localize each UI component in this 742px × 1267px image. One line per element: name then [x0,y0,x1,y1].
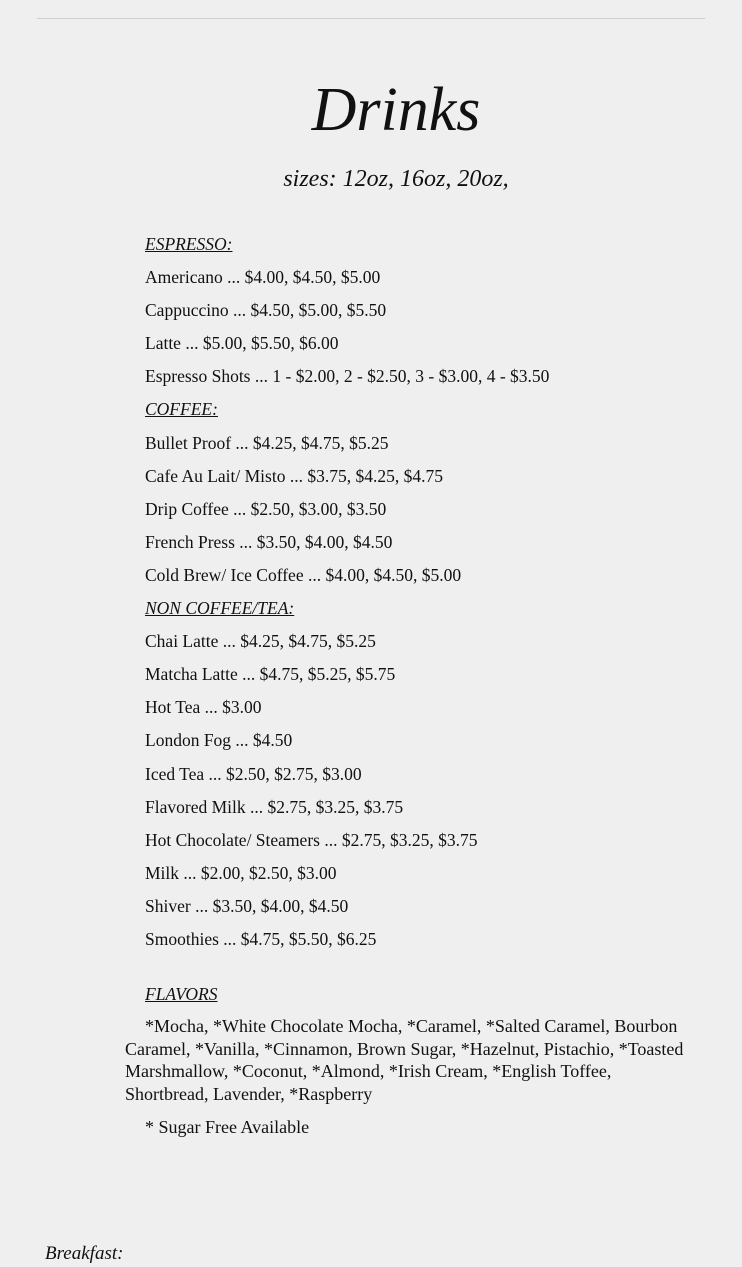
menu-item-hot-chocolate: Hot Chocolate/ Steamers ... $2.75, $3.25, $3.75 [145,829,478,850]
menu-item-hot-tea: Hot Tea ... $3.00 [145,697,262,718]
menu-item-cafe-au-lait: Cafe Au Lait/ Misto ... $3.75, $4.25, $4.75 [145,465,443,486]
breakfast-heading: Breakfast: [45,1243,124,1264]
menu-item-cold-brew: Cold Brew/ Ice Coffee ... $4.00, $4.50, $5.00 [145,564,462,585]
menu-item-iced-tea: Iced Tea ... $2.50, $2.75, $3.00 [145,763,362,784]
menu-item-french-press: French Press ... $3.50, $4.00, $4.50 [145,531,393,552]
menu-item-drip-coffee: Drip Coffee ... $2.50, $3.00, $3.50 [145,498,387,519]
flavors-heading: FLAVORS [145,984,218,1004]
sugar-free-note: * Sugar Free Available [145,1117,310,1137]
menu-item-shiver: Shiver ... $3.50, $4.00, $4.50 [145,895,349,916]
non-coffee-heading: NON COFFEE/TEA: [145,598,295,619]
espresso-heading: ESPRESSO: [145,234,233,254]
page-title: Drinks [311,76,481,144]
menu-item-flavored-milk: Flavored Milk ... $2.75, $3.25, $3.75 [145,796,404,817]
drinks-menu [145,228,705,956]
menu-item-milk: Milk ... $2.00, $2.50, $3.00 [145,862,337,883]
menu-item-bullet-proof: Bullet Proof ... $4.25, $4.75, $5.25 [145,432,389,453]
top-divider [37,18,705,19]
menu-item-chai-latte: Chai Latte ... $4.25, $4.75, $5.25 [145,631,376,652]
sizes-subtitle: sizes: 12oz, 16oz, 20oz, [283,166,509,192]
coffee-heading: COFFEE: [145,399,218,420]
menu-item-espresso-shots: Espresso Shots ... 1 - $2.00, 2 - $2.50, 3 - $3.00, 4 - $3.50 [145,366,550,387]
menu-item-cappuccino: Cappuccino ... $4.50, $5.00, $5.50 [145,300,387,321]
menu-item-latte: Latte ... $5.00, $5.50, $6.00 [145,333,339,354]
menu-item-matcha-latte: Matcha Latte ... $4.75, $5.25, $5.75 [145,664,396,685]
menu-item-americano: Americano ... $4.00, $4.50, $5.00 [145,267,381,288]
menu-item-smoothies: Smoothies ... $4.75, $5.50, $6.25 [145,928,377,949]
menu-item-london-fog: London Fog ... $4.50 [145,730,293,751]
flavors-list: *Mocha, *White Chocolate Mocha, *Caramel, *Salted Caramel, Bourbon Caramel, *Vanilla, *Cinnamon, Brown Sugar, *Hazelnut, Pistachio, *Toasted Marshmallow, *Coconut, *Almond, *Irish Cream, *English Toffee, Shortbread, Lavender, *Raspberry [125,1016,684,1104]
